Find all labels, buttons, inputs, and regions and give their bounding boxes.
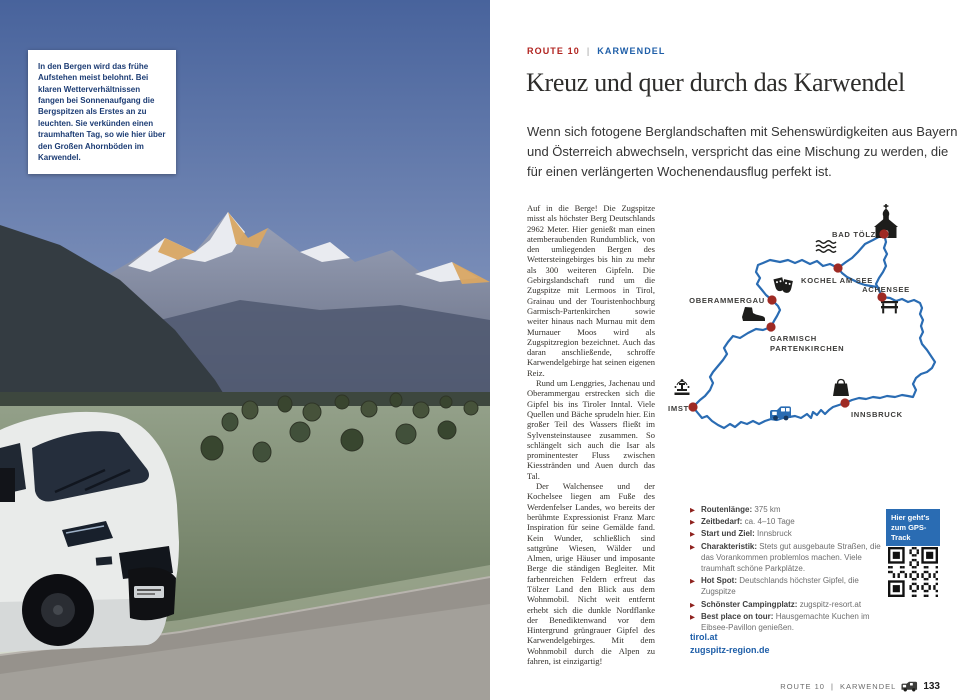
gps-track-widget[interactable] bbox=[886, 509, 940, 597]
kicker-region: KARWENDEL bbox=[597, 46, 666, 56]
page-footer bbox=[780, 681, 940, 692]
kicker-separator: | bbox=[586, 46, 591, 56]
arrow-bullet-icon: ▶ bbox=[690, 601, 695, 609]
article-intro: Wenn sich fotogene Berglandschaften mit Sehenswürdigkeiten aus Bayern und Österreich abwechseln, verspricht das eine Mischung zu werden, die für einen verlängerten Wochenendausflug perfekt ist. bbox=[527, 124, 958, 180]
link-zugspitz-region[interactable]: zugspitz-region.de bbox=[690, 645, 770, 655]
route-map bbox=[670, 200, 970, 495]
article-body bbox=[527, 203, 655, 666]
arrow-bullet-icon: ▶ bbox=[690, 613, 695, 621]
map-label-kochel-am-see: KOCHEL AM SEE bbox=[801, 276, 873, 285]
map-label-innsbruck: INNSBRUCK bbox=[851, 410, 903, 419]
marker-oberammergau bbox=[767, 295, 776, 304]
marker-bad-toelz bbox=[879, 229, 888, 238]
side-mirror bbox=[0, 468, 15, 502]
license-plate bbox=[134, 586, 164, 598]
map-label-imst: IMST bbox=[668, 404, 689, 413]
info-item-charakteristik: ▶ Charakteristik: Stets gut ausgebaute Straßen, die das Vorankommen problemlos machen. Viele traumhaft schöne Parkplätze. bbox=[690, 541, 881, 574]
marker-kochel-am-see bbox=[833, 263, 842, 272]
info-item-campingplatz: ▶ Schönster Campingplatz: zugspitz-resort.at bbox=[690, 599, 888, 610]
bench-icon bbox=[881, 301, 898, 313]
theater-masks-icon bbox=[773, 277, 792, 293]
arrow-bullet-icon: ▶ bbox=[690, 543, 695, 551]
arrow-bullet-icon: ▶ bbox=[690, 578, 695, 586]
map-label-bad-toelz: BAD TÖLZ bbox=[832, 230, 876, 239]
info-item-routenlaenge: ▶ Routenlänge: 375 km bbox=[690, 504, 888, 515]
waves-icon bbox=[816, 241, 836, 253]
arrow-bullet-icon: ▶ bbox=[690, 531, 695, 539]
camper-footer-icon bbox=[901, 681, 918, 692]
arrow-bullet-icon: ▶ bbox=[690, 507, 695, 514]
marker-innsbruck bbox=[840, 398, 849, 407]
body-paragraph: Rund um Lenggries, Jachenau und Oberammergau erstrecken sich die Gipfel bis ins Tiroler Inntal. Viele Quellen und Bäche sprudeln hier. Ein großer Teil des Wassers fließt im Sylvensteinstausee zusammen. So schlängelt sich auch die Isar als prominentester Fluss zwischen Kiesstränden und Auen durch das Tal. bbox=[527, 378, 655, 481]
photo-caption: In den Bergen wird das frühe Aufstehen meist belohnt. Bei klaren Wetterverhältnissen fangen bei Sonnenaufgang die Bergspitzen als Erstes an zu leuchten. Sie verkünden einen traumhaften Tag, so wie hier über den Großen Ahornböden im Karwendel. bbox=[38, 62, 166, 162]
footer-separator: | bbox=[830, 682, 834, 691]
info-item-start-ziel: ▶ Start und Ziel: Innsbruck bbox=[690, 528, 888, 539]
kicker bbox=[527, 46, 666, 56]
website-links bbox=[690, 631, 770, 657]
info-item-hot-spot: ▶ Hot Spot: Deutschlands höchster Gipfel, die Zugspitze bbox=[690, 576, 859, 597]
footer-region: KARWENDEL bbox=[839, 682, 897, 691]
article-page bbox=[490, 0, 979, 700]
article-title: Kreuz und quer durch das Karwendel bbox=[526, 68, 905, 97]
gps-track-label: Hier geht's zum GPS-Track bbox=[886, 509, 940, 546]
shopping-bag-icon bbox=[833, 380, 849, 397]
link-tirol[interactable]: tirol.at bbox=[690, 632, 718, 642]
info-item-best-place: ▶ Best place on tour: Hausgemachte Kuchen im Eibsee-Pavillon genießen. bbox=[690, 611, 870, 633]
page-number: 133 bbox=[923, 681, 940, 692]
marker-garmisch bbox=[766, 322, 775, 331]
map-label-oberammergau: OBERAMMERGAU bbox=[689, 296, 765, 305]
hiking-boot-icon bbox=[742, 307, 765, 321]
map-label-partenkirchen: PARTENKIRCHEN bbox=[770, 344, 845, 353]
kicker-route: ROUTE 10 bbox=[527, 46, 580, 56]
body-paragraph: Auf in die Berge! Die Zugspitze misst als höchster Berg Deutschlands 2962 Meter. Hier genießt man einen atemberaubenden Rundumblick, von den umliegenden Bergen des Wettersteingebirges bis hin zu mehr als 300 weiteren Gipfeln. Die Gebirgslandschaft rund um die Zugspitze mit Lermoos in Tirol, Grainau und der Touristenhochburg Garmisch-Partenkirchen sowie weiter hinaus nach Murnau mit dem Murnauer Moos wird als Zugspitzregion bezeichnet. Auch das daran anschließende, schroffe Karwendelgebirge hat seinen eigenen Reiz. bbox=[527, 203, 655, 378]
camper-van bbox=[0, 412, 179, 652]
photo-caption-box bbox=[28, 50, 176, 174]
body-paragraph: Der Walchensee und der Kochelsee liegen am Fuße des Werdenfelser Landes, wo bereits der berühmte Expressionist Franz Marc Inspiration für seine Gemälde fand. Kein Wunder, schließlich sind sattgrüne Wiesen, Wälder und Almen, urige Häuser und imposante Berge die ständigen Begleiter. Mit farbenreichen Feldern erfreut das Tölzer Land den Blick aus dem Wohnmobil. Nicht weit entfernt erhebt sich die dunkle Nordflanke der Benediktenwand vor dem Hintergrund grüngrauer Gipfel des Karwendelgebirges. Mit dem Wohnmobil durch die Alpen zu fahren, ist einzigartig! bbox=[527, 481, 655, 667]
map-label-achensee: ACHENSEE bbox=[862, 285, 910, 294]
footer-route: ROUTE 10 bbox=[780, 682, 825, 691]
info-item-zeitbedarf: ▶ Zeitbedarf: ca. 4–10 Tage bbox=[690, 516, 888, 527]
qr-code[interactable] bbox=[888, 547, 938, 597]
route-line bbox=[693, 234, 935, 428]
route-info-list bbox=[690, 504, 888, 634]
arrow-bullet-icon: ▶ bbox=[690, 519, 695, 527]
city-markers bbox=[688, 229, 888, 411]
map-label-garmisch: GARMISCH bbox=[770, 334, 817, 343]
fountain-icon bbox=[675, 379, 690, 395]
marker-imst bbox=[688, 402, 697, 411]
